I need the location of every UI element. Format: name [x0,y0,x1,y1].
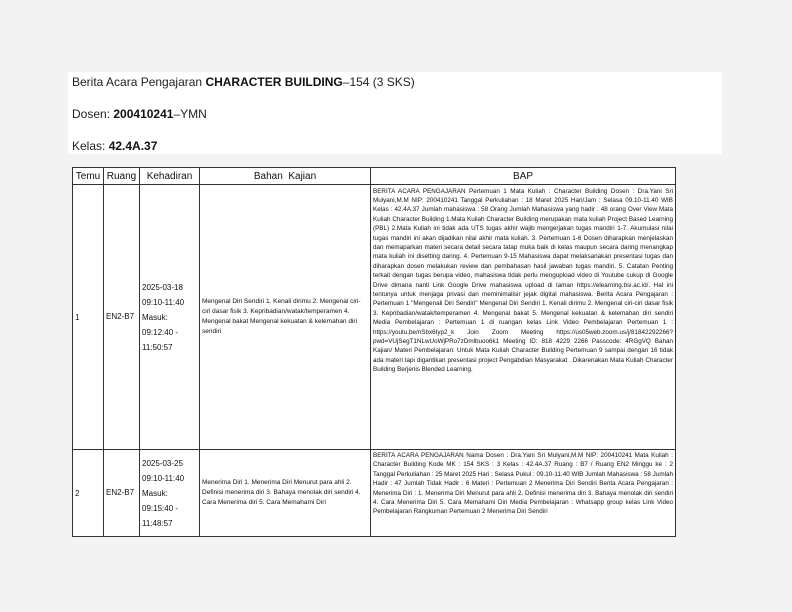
cell-bahan-kajian: Mengenal Diri Sendiri 1. Kenali dirimu 2. Mengenal ciri-ciri dasar fisik 3. Kepribadian/watak/temperamen 4. Mengenal bakat Mengenal kekuatan & kelemahan diri sendiri [200,185,371,450]
cell-kehadiran: 2025-03-25 09:10-11:40 Masuk: 09:15:40 - 11:48:57 [140,450,200,537]
dosen-label: Dosen: [72,107,111,121]
dosen-id: 200410241 [113,107,174,121]
kelas-value: 42.4A.37 [108,139,158,153]
col-header-bahan-kajian: Bahan Kajian [200,168,371,185]
course-suffix: –154 (3 SKS) [342,75,415,89]
cell-temu: 2 [73,450,104,537]
cell-kehadiran: 2025-03-18 09:10-11:40 Masuk: 09:12:40 - 11:50:57 [140,185,200,450]
bap-text: BERITA ACARA PENGAJARAN Nama Dosen : Dra.Yani Sri Mulyani,M.M NIP: 200410241 Mata Kuliah : Character Building Kode MK : 154 SKS : 3 Kelas : 42.4A.37 Ruang : B7 / Ruang EN2 Minggu ke : 2 Tanggal Perkuliahan : 25 Maret 2025 Hari : Selasa Pukul : 09.10-11.40 WIB Jumlah Mahasiswa : 58 Jumlah Hadir : 47 Jumlah Tidak Hadir : 6 Materi : Pertemuan 2 Menerima Diri Sendiri Berita Acara Pengajaran : Menerima Diri : 1. Menerima Diri Menurut para ahli 2. Definisi menerima diri 3. Bahaya menolak diri sendiri 4. Cara Menerima Diri 5. Cara Memahami Diri Media Pembelajaran : Whatsapp group kelas Link Video Pembelajaran Rangkuman Pertemuan 2 Menerima Diri Sendiri [373,452,673,516]
bap-text: BERITA ACARA PENGAJARAN Pertemuan 1 Mata Kuliah : Character Building Dosen : Dra.Yani Sri Mulyani,M.M NIP: 200410241 Tanggal Perkuliahan : 18 Maret 2025 Hari/Jam : Selasa 09.10-11.40 WIB Kelas : 42.4A.37 Jumlah mahasiswa : 58 Orang Jumlah Mahasiswa yang hadir : 48 orang Over View Mata Kuliah Character Building 1.Mata Kuliah Character Building merupakan mata kuliah Project Based Learning (PBL) 2.Mata Kuliah ini tidak ada UTS tugas akhir wajib mengerjakan tugas mandiri 1-7. Akumulasi nilai tugas mandiri ini akan dijadikan nilai akhir mata kuliah. 3. Pertemuan 1-6 Dosen diharapkan menjelaskan dan memaparkan materi secara detail secara tatap muka baik di kelas maupun secara daring menangkap mata kuliah ini disetting daring. 4. Pertemuan 9-15 Mahasiswa dapat melaksanakan presentasi tugas dan diharapkan dosen melakukan review dan pembahasan hasil jawaban tugas mandiri. 5. Catatan Penting terkait dengan tugas berupa video, mahasiswa tidak perlu mengupload video di Youtube cukup di Google Drive dimana nanti Link Google Drive mahasiswa upload di laman https://elearning.bsi.ac.id/. Hal ini tentunya untuk menjaga privasi dan meminimalisir jejak digital mahasiswa. Berita Acara Pengajaran : Pertemuan 1 "Mengenali Diri Sendiri" Mengenal Diri Sendiri 1. Kenali dirimu 2. Mengenal ciri-ciri dasar fisik 3. Kepribadian/watak/temperamen 4. Mengenal bakat 5. Mengenal kekuatan & kelemahan diri sendiri Media Pembelajaran : Pertemuan 1 di ruangan kelas Link Video Pembelajaran Pertemuan 1 : https://youtu.be/nSbx6Iyp2_k Join Zoom Meeting https://us05web.zoom.us/j/81842292266?pwd=VUjSegT1NLwUoWjPRo7zDmlbuoo6k1 Meeting ID: 818 4229 2266 Passcode: 4RGgVQ Bahan Kajian/ Materi Pembelajaran: Untuk Mata Kuliah Character Building Pertemuan 9 sampai dengan 16 tidak ada materi tapi digantikan presentasi project Pengabdian Masyarakat . Dikarenakan Mata Kuliah Character Building Berjenis Blended Learning. [373,187,673,374]
bap-table [72,167,676,537]
col-header-temu: Temu [73,168,104,185]
cell-bap [371,185,676,450]
course-name: CHARACTER BUILDING [205,75,343,89]
cell-ruang: EN2-B7 [104,450,140,537]
cell-ruang: EN2-B7 [104,185,140,450]
cell-bap [371,450,676,537]
col-header-bap: BAP [371,168,676,185]
dosen-line [72,107,207,121]
table-row [73,450,676,537]
kelas-line [72,139,157,153]
report-title [72,75,415,89]
document-header [68,72,722,154]
col-header-kehadiran: Kehadiran [140,168,200,185]
title-prefix: Berita Acara Pengajaran [72,75,203,89]
cell-bahan-kajian: Menerima Diri 1. Menerima Diri Menurut para ahli 2. Definisi menerima diri 3. Bahaya menolak diri sendiri 4. Cara Menerima diri 5. Cara Memahami Diri [200,450,371,537]
kelas-label: Kelas: [72,139,106,153]
table-header-row [73,168,676,185]
col-header-ruang: Ruang [104,168,140,185]
cell-temu: 1 [73,185,104,450]
table-row [73,185,676,450]
dosen-suffix: –YMN [173,107,207,121]
